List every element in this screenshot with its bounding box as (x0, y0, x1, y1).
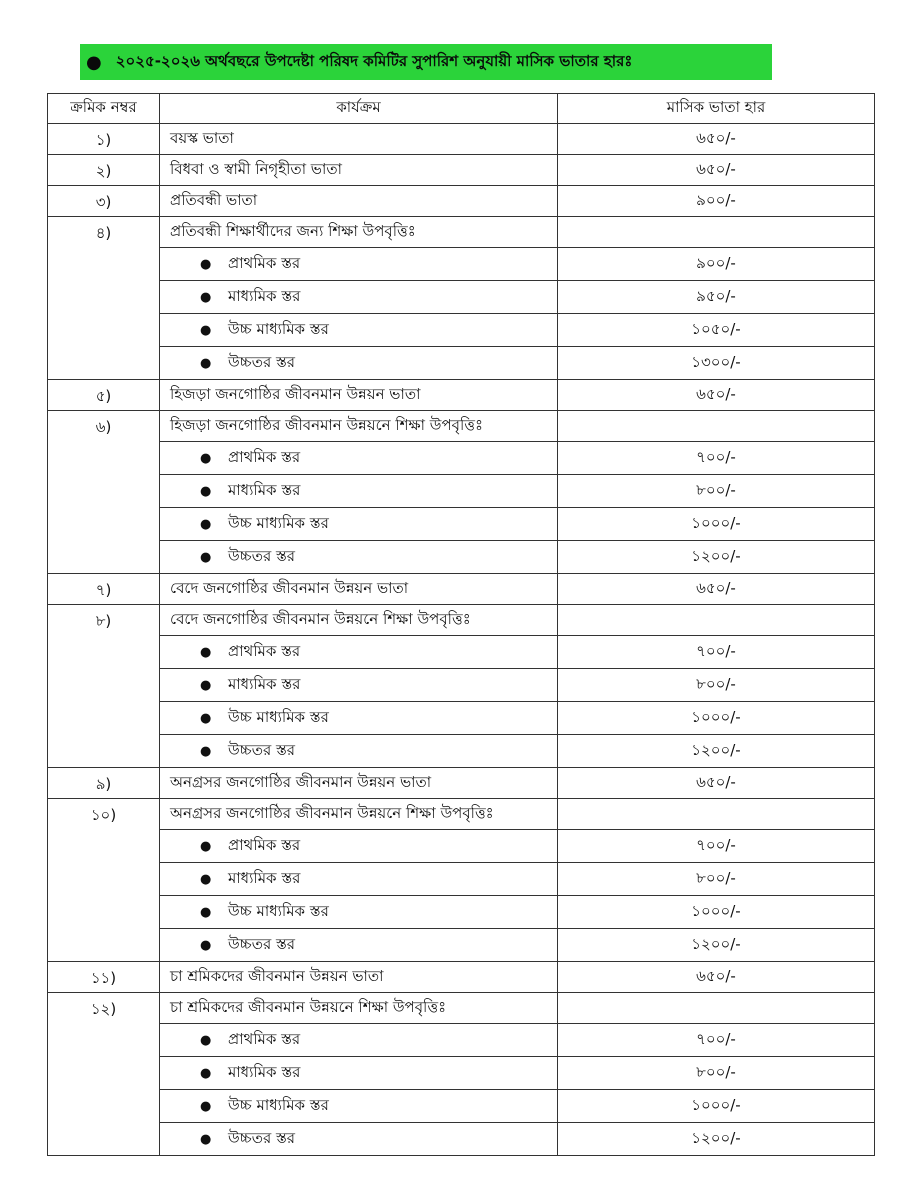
bullet-icon: ● (200, 904, 212, 920)
row-rate: ৬৫০/- (558, 380, 875, 411)
bullet-icon: ● (200, 1032, 212, 1048)
level-rate: ১৩০০/- (558, 347, 875, 380)
table-subrow (48, 1024, 875, 1057)
table-subrow (48, 929, 875, 962)
row-rate (558, 993, 875, 1024)
level-cell (160, 248, 558, 281)
row-rate: ৯০০/- (558, 186, 875, 217)
level-label: মাধ্যমিক স্তর (228, 1062, 301, 1081)
row-program: চা শ্রমিকদের জীবনমান উন্নয়নে শিক্ষা উপবৃত্তিঃ (160, 993, 558, 1024)
row-program: অনগ্রসর জনগোষ্ঠির জীবনমান উন্নয়ন ভাতা (160, 768, 558, 799)
level-rate: ১২০০/- (558, 929, 875, 962)
level-cell (160, 1024, 558, 1057)
level-label: উচ্চ মাধ্যমিক স্তর (228, 707, 329, 726)
level-rate: ৮০০/- (558, 669, 875, 702)
level-cell (160, 314, 558, 347)
level-cell (160, 475, 558, 508)
row-rate: ৬৫০/- (558, 155, 875, 186)
bullet-icon: ● (200, 871, 212, 887)
row-serial: ৮) (48, 605, 160, 768)
level-label: প্রাথমিক স্তর (228, 253, 301, 272)
level-label: প্রাথমিক স্তর (228, 641, 301, 660)
row-serial: ৪) (48, 217, 160, 380)
bullet-icon: ● (200, 450, 212, 466)
level-label: উচ্চতর স্তর (228, 352, 296, 371)
bullet-icon: ● (200, 838, 212, 854)
bullet-icon: ● (200, 1131, 212, 1147)
level-label: উচ্চতর স্তর (228, 740, 296, 759)
row-rate: ৬৫০/- (558, 124, 875, 155)
table-subrow (48, 863, 875, 896)
table-subrow (48, 735, 875, 768)
page-title: ২০২৫-২০২৬ অর্থবছরে উপদেষ্টা পরিষদ কমিটির সুপারিশ অনুযায়ী মাসিক ভাতার হারঃ (115, 51, 633, 70)
row-rate (558, 799, 875, 830)
level-cell (160, 830, 558, 863)
bullet-icon: ● (200, 289, 212, 305)
bullet-icon: ● (200, 355, 212, 371)
level-label: প্রাথমিক স্তর (228, 835, 301, 854)
row-rate (558, 217, 875, 248)
table-row (48, 124, 875, 155)
level-label: উচ্চতর স্তর (228, 1128, 296, 1147)
row-program: হিজড়া জনগোষ্ঠির জীবনমান উন্নয়ন ভাতা (160, 380, 558, 411)
table-subrow (48, 702, 875, 735)
table-row (48, 962, 875, 993)
level-cell (160, 442, 558, 475)
level-cell (160, 1123, 558, 1156)
level-rate: ১২০০/- (558, 1123, 875, 1156)
row-program: অনগ্রসর জনগোষ্ঠির জীবনমান উন্নয়নে শিক্ষা উপবৃত্তিঃ (160, 799, 558, 830)
row-rate: ৬৫০/- (558, 574, 875, 605)
level-label: উচ্চতর স্তর (228, 934, 296, 953)
level-cell (160, 735, 558, 768)
level-rate: ১০০০/- (558, 896, 875, 929)
row-serial: ১) (48, 124, 160, 155)
level-label: উচ্চ মাধ্যমিক স্তর (228, 513, 329, 532)
table-row (48, 799, 875, 830)
row-program: প্রতিবন্ধী শিক্ষার্থীদের জন্য শিক্ষা উপবৃত্তিঃ (160, 217, 558, 248)
level-cell (160, 1090, 558, 1123)
level-cell (160, 636, 558, 669)
level-label: উচ্চ মাধ্যমিক স্তর (228, 1095, 329, 1114)
row-program: প্রতিবন্ধী ভাতা (160, 186, 558, 217)
row-serial: ৭) (48, 574, 160, 605)
level-label: উচ্চ মাধ্যমিক স্তর (228, 901, 329, 920)
table-row (48, 217, 875, 248)
level-label: মাধ্যমিক স্তর (228, 286, 301, 305)
level-rate: ১২০০/- (558, 735, 875, 768)
bullet-icon: ● (200, 1098, 212, 1114)
bullet-icon: ● (200, 322, 212, 338)
bullet-icon: ● (200, 549, 212, 565)
level-cell (160, 863, 558, 896)
table-row (48, 605, 875, 636)
row-serial: ১০) (48, 799, 160, 962)
row-program: বিধবা ও স্বামী নিগৃহীতা ভাতা (160, 155, 558, 186)
bullet-icon: ● (200, 483, 212, 499)
level-rate: ৮০০/- (558, 1057, 875, 1090)
table-row (48, 574, 875, 605)
table-header-row (48, 94, 875, 124)
level-label: মাধ্যমিক স্তর (228, 480, 301, 499)
column-header-serial: ক্রমিক নম্বর (48, 94, 160, 124)
bullet-icon: ● (200, 937, 212, 953)
level-cell (160, 281, 558, 314)
table-subrow (48, 1090, 875, 1123)
level-label: মাধ্যমিক স্তর (228, 868, 301, 887)
table-subrow (48, 314, 875, 347)
title-banner (80, 44, 772, 80)
row-program: বেদে জনগোষ্ঠির জীবনমান উন্নয়নে শিক্ষা উপবৃত্তিঃ (160, 605, 558, 636)
table-row (48, 768, 875, 799)
table-subrow (48, 896, 875, 929)
bullet-icon: ● (200, 644, 212, 660)
level-rate: ৮০০/- (558, 475, 875, 508)
level-label: উচ্চ মাধ্যমিক স্তর (228, 319, 329, 338)
column-header-program: কার্যক্রম (160, 94, 558, 124)
level-label: মাধ্যমিক স্তর (228, 674, 301, 693)
table-row (48, 380, 875, 411)
row-serial: ২) (48, 155, 160, 186)
table-row (48, 186, 875, 217)
row-serial: ৯) (48, 768, 160, 799)
row-serial: ১২) (48, 993, 160, 1156)
row-rate (558, 411, 875, 442)
bullet-icon: ● (200, 677, 212, 693)
table-subrow (48, 442, 875, 475)
table-subrow (48, 1057, 875, 1090)
row-serial: ৬) (48, 411, 160, 574)
level-cell (160, 929, 558, 962)
level-rate: ৭০০/- (558, 442, 875, 475)
level-rate: ৭০০/- (558, 830, 875, 863)
table-subrow (48, 541, 875, 574)
row-serial: ১১) (48, 962, 160, 993)
row-program: বয়স্ক ভাতা (160, 124, 558, 155)
level-rate: ৯০০/- (558, 248, 875, 281)
bullet-icon: ● (200, 1065, 212, 1081)
bullet-icon: ● (200, 710, 212, 726)
table-subrow (48, 1123, 875, 1156)
table-subrow (48, 248, 875, 281)
table-row (48, 411, 875, 442)
level-rate: ৮০০/- (558, 863, 875, 896)
column-header-rate: মাসিক ভাতা হার (558, 94, 875, 124)
bullet-icon: ● (86, 51, 102, 73)
level-rate: ৭০০/- (558, 636, 875, 669)
level-rate: ১০০০/- (558, 1090, 875, 1123)
row-program: বেদে জনগোষ্ঠির জীবনমান উন্নয়ন ভাতা (160, 574, 558, 605)
row-rate (558, 605, 875, 636)
level-rate: ৯৫০/- (558, 281, 875, 314)
bullet-icon: ● (200, 516, 212, 532)
table-row (48, 993, 875, 1024)
level-label: প্রাথমিক স্তর (228, 447, 301, 466)
level-rate: ১২০০/- (558, 541, 875, 574)
level-cell (160, 541, 558, 574)
bullet-icon: ● (200, 256, 212, 272)
level-rate: ৭০০/- (558, 1024, 875, 1057)
table-body (48, 124, 875, 1156)
level-cell (160, 702, 558, 735)
level-cell (160, 669, 558, 702)
row-program: হিজড়া জনগোষ্ঠির জীবনমান উন্নয়নে শিক্ষা উপবৃত্তিঃ (160, 411, 558, 442)
level-cell (160, 1057, 558, 1090)
table-subrow (48, 830, 875, 863)
table-subrow (48, 636, 875, 669)
row-rate: ৬৫০/- (558, 768, 875, 799)
row-serial: ৫) (48, 380, 160, 411)
table-subrow (48, 281, 875, 314)
table-subrow (48, 508, 875, 541)
table-subrow (48, 669, 875, 702)
level-cell (160, 347, 558, 380)
row-serial: ৩) (48, 186, 160, 217)
level-rate: ১০০০/- (558, 508, 875, 541)
level-rate: ১০৫০/- (558, 314, 875, 347)
row-program: চা শ্রমিকদের জীবনমান উন্নয়ন ভাতা (160, 962, 558, 993)
table-row (48, 155, 875, 186)
bullet-icon: ● (200, 743, 212, 759)
table-subrow (48, 475, 875, 508)
table-subrow (48, 347, 875, 380)
rates-table (47, 93, 875, 1156)
level-cell (160, 508, 558, 541)
level-label: উচ্চতর স্তর (228, 546, 296, 565)
row-rate: ৬৫০/- (558, 962, 875, 993)
level-rate: ১০০০/- (558, 702, 875, 735)
level-cell (160, 896, 558, 929)
level-label: প্রাথমিক স্তর (228, 1029, 301, 1048)
